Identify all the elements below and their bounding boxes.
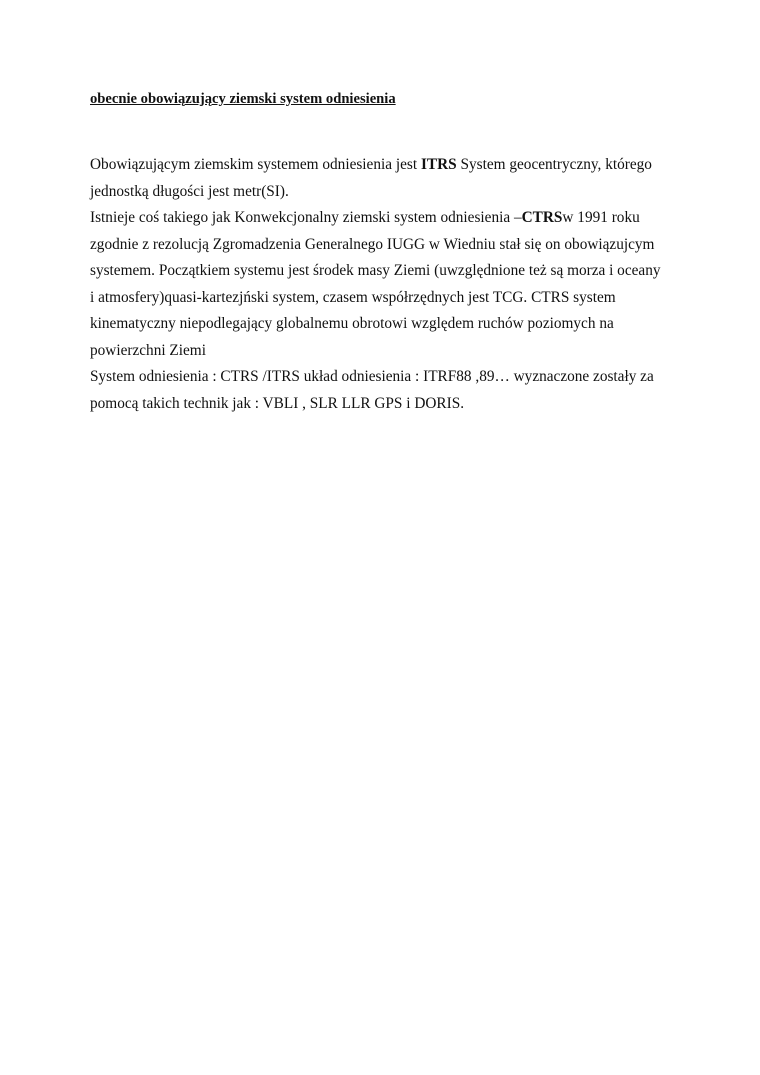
bold-term-ctrs: CTRS bbox=[521, 209, 563, 226]
paragraph-line bbox=[90, 208, 640, 228]
paragraph-line bbox=[90, 155, 652, 175]
text-run: System geocentryczny, którego bbox=[456, 156, 652, 173]
paragraph-line bbox=[90, 367, 654, 387]
paragraph-line bbox=[90, 288, 616, 308]
text-run: System odniesienia : CTRS /ITRS układ odniesienia : ITRF88 ,89… wyznaczone zostały za bbox=[90, 368, 654, 385]
text-run: w 1991 roku bbox=[562, 209, 640, 226]
paragraph-line bbox=[90, 341, 206, 361]
paragraph-line bbox=[90, 394, 464, 414]
paragraph-line bbox=[90, 235, 654, 255]
document-heading: obecnie obowiązujący ziemski system odniesienia bbox=[90, 91, 396, 107]
paragraph-line bbox=[90, 314, 614, 334]
text-run: kinematyczny niepodlegający globalnemu obrotowi względem ruchów poziomych na bbox=[90, 315, 614, 332]
text-run: Obowiązującym ziemskim systemem odniesienia jest bbox=[90, 156, 421, 173]
paragraph-line bbox=[90, 261, 661, 281]
text-run: powierzchni Ziemi bbox=[90, 342, 206, 359]
text-run: zgodnie z rezolucją Zgromadzenia Generalnego IUGG w Wiedniu stał się on obowiązujcym bbox=[90, 236, 655, 253]
text-run: pomocą takich technik jak : VBLI , SLR LLR GPS i DORIS. bbox=[90, 395, 465, 412]
bold-term-itrs: ITRS bbox=[420, 156, 457, 173]
text-run: systemem. Początkiem systemu jest środek masy Ziemi (uwzględnione też są morza i oceany bbox=[90, 262, 661, 279]
text-run: jednostką długości jest metr(SI). bbox=[90, 183, 289, 200]
text-run: i atmosfery)quasi-kartezjński system, czasem współrzędnych jest TCG. CTRS system bbox=[90, 289, 616, 306]
paragraph-line bbox=[90, 182, 289, 202]
text-run: Istnieje coś takiego jak Konwekcjonalny ziemski system odniesienia – bbox=[90, 209, 522, 226]
